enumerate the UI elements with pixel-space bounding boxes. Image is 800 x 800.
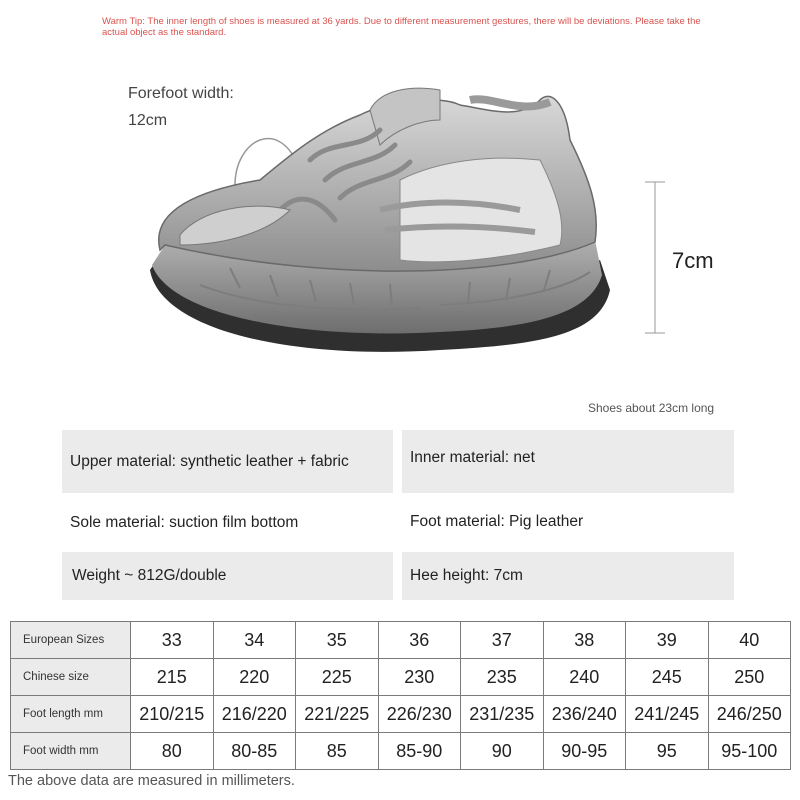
spec-weight: Weight ~ 812G/double — [62, 552, 393, 600]
size-cell: 80 — [131, 733, 214, 770]
spec-sole-material: Sole material: suction film bottom — [70, 514, 299, 531]
height-dimension-line — [640, 180, 670, 335]
size-cell: 34 — [213, 622, 296, 659]
size-cell: 215 — [131, 659, 214, 696]
size-cell: 225 — [296, 659, 379, 696]
size-row-label: Chinese size — [11, 659, 131, 696]
size-cell: 95 — [626, 733, 709, 770]
shoe-length-note: Shoes about 23cm long — [588, 401, 715, 415]
size-cell: 220 — [213, 659, 296, 696]
forefoot-value: 12cm — [128, 112, 168, 129]
sneaker-image — [140, 60, 620, 380]
size-cell: 33 — [131, 622, 214, 659]
size-cell: 210/215 — [131, 696, 214, 733]
size-table-row — [11, 622, 791, 659]
measurement-footnote: The above data are measured in millimeters. — [8, 773, 295, 789]
size-cell: 35 — [296, 622, 379, 659]
size-row-label: European Sizes — [11, 622, 131, 659]
size-cell: 221/225 — [296, 696, 379, 733]
size-cell: 231/235 — [461, 696, 544, 733]
size-cell: 90 — [461, 733, 544, 770]
forefoot-label: Forefoot width: — [128, 85, 234, 102]
size-cell: 90-95 — [543, 733, 626, 770]
size-cell: 240 — [543, 659, 626, 696]
size-cell: 216/220 — [213, 696, 296, 733]
size-cell: 246/250 — [708, 696, 791, 733]
size-cell: 36 — [378, 622, 461, 659]
size-table-row — [11, 696, 791, 733]
size-cell: 38 — [543, 622, 626, 659]
size-row-label: Foot width mm — [11, 733, 131, 770]
size-cell: 40 — [708, 622, 791, 659]
size-cell: 235 — [461, 659, 544, 696]
size-cell: 230 — [378, 659, 461, 696]
size-cell: 37 — [461, 622, 544, 659]
size-cell: 80-85 — [213, 733, 296, 770]
size-cell: 250 — [708, 659, 791, 696]
size-table — [10, 621, 791, 770]
size-cell: 236/240 — [543, 696, 626, 733]
warm-tip: Warm Tip: The inner length of shoes is measured at 36 yards. Due to different measurement gestures, there will be deviations. Please take the actual object as the standard. — [102, 16, 701, 38]
size-cell: 226/230 — [378, 696, 461, 733]
spec-inner-material: Inner material: net — [402, 430, 734, 493]
size-cell: 39 — [626, 622, 709, 659]
spec-upper-material: Upper material: synthetic leather + fabric — [62, 430, 393, 493]
size-table-row — [11, 733, 791, 770]
size-cell: 85-90 — [378, 733, 461, 770]
spec-foot-material: Foot material: Pig leather — [410, 513, 584, 530]
size-cell: 245 — [626, 659, 709, 696]
spec-heel-height: Hee height: 7cm — [402, 552, 734, 600]
size-cell: 241/245 — [626, 696, 709, 733]
height-dimension-label: 7cm — [672, 248, 714, 273]
size-row-label: Foot length mm — [11, 696, 131, 733]
size-table-row — [11, 659, 791, 696]
size-cell: 95-100 — [708, 733, 791, 770]
size-cell: 85 — [296, 733, 379, 770]
